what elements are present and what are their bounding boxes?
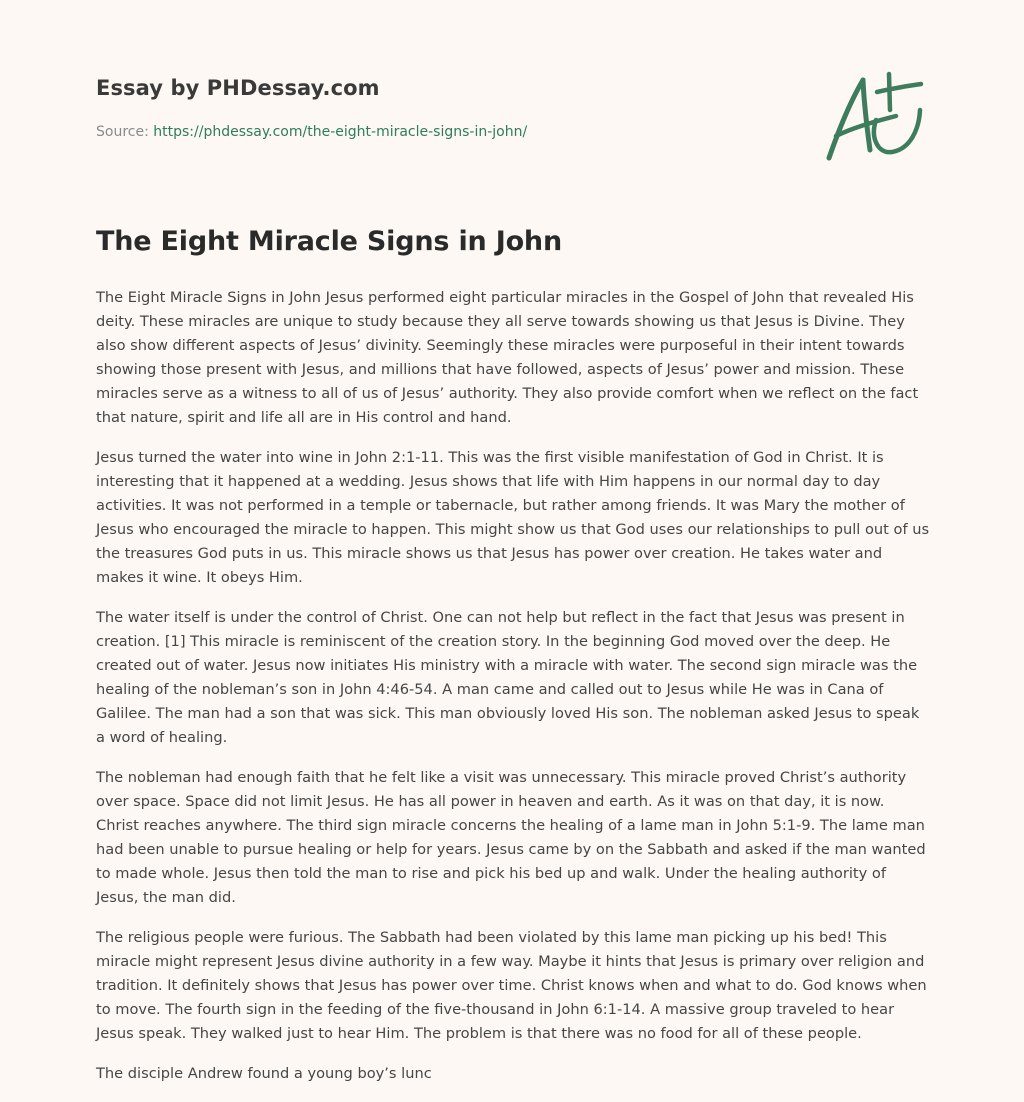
essay-paragraph: Jesus turned the water into wine in John 2:1-11. This was the first visible manifestation of God in Christ. It is interesting that it happened at a wedding. Jesus shows that life with Him happens in our normal day to day activities. It was not performed in a temple or tabernacle, but rather among friends. It was Mary the mother of Jesus who encouraged the miracle to happen. This might show us that God uses our relationships to pull out of us the treasures God puts in us. This miracle shows us that Jesus has power over creation. He takes water and makes it wine. It obeys Him. [96, 449, 930, 586]
essay-paragraph: The Eight Miracle Signs in John Jesus performed eight particular miracles in the Gospel of John that revealed His deity. These miracles are unique to study because they all serve towards showing us that Jesus is Divine. They also show different aspects of Jesus’ divinity. Seemingly these miracles were purposeful in their intent towards showing those present with Jesus, and millions that have followed, aspects of Jesus’ power and mission. These miracles serve as a witness to all of us of Jesus’ authority. They also provide comfort when we reflect on the fact that nature, spirit and life all are in His control and hand. [96, 289, 919, 426]
essay-body [96, 286, 930, 1102]
a-plus-logo-icon [820, 66, 930, 166]
essay-paragraph: The nobleman had enough faith that he felt like a visit was unnecessary. This miracle proved Christ’s authority over space. Space did not limit Jesus. He has all power in heaven and earth. As it was on that day, it is now. Christ reaches anywhere. The third sign miracle concerns the healing of a lame man in John 5:1-9. The lame man had been unable to pursue healing or help for years. Jesus came by on the Sabbath and asked if the man wanted to made whole. Jesus then told the man to rise and pick his bed up and walk. Under the healing authority of Jesus, the man did. [96, 769, 926, 906]
site-title: Essay by PHDessay.com [96, 76, 380, 100]
essay-paragraph: The water itself is under the control of Christ. One can not help but reflect in the fact that Jesus was present in creation. [1] This miracle is reminiscent of the creation story. In the beginning God moved over the deep. He created out of water. Jesus now initiates His ministry with a miracle with water. The second sign miracle was the healing of the nobleman’s son in John 4:46-54. A man came and called out to Jesus while He was in Cana of Galilee. The man had a son that was sick. This man obviously loved His son. The nobleman asked Jesus to speak a word of healing. [96, 609, 920, 746]
source-link[interactable]: https://phdessay.com/the-eight-miracle-signs-in-john/ [153, 124, 528, 140]
essay-paragraph: The disciple Andrew found a young boy’s lunc [96, 1065, 432, 1082]
essay-title: The Eight Miracle Signs in John [96, 226, 562, 257]
source-line [96, 124, 527, 140]
source-label: Source: [96, 124, 149, 140]
essay-paragraph: The religious people were furious. The Sabbath had been violated by this lame man picking up his bed! This miracle might represent Jesus divine authority in a few way. Maybe it hints that Jesus is primary over religion and tradition. It definitely shows that Jesus has power over time. Christ knows when and what to do. God knows when to move. The fourth sign in the feeding of the five-thousand in John 6:1-14. A massive group traveled to hear Jesus speak. They walked just to hear Him. The problem is that there was no food for all of these people. [96, 929, 927, 1042]
